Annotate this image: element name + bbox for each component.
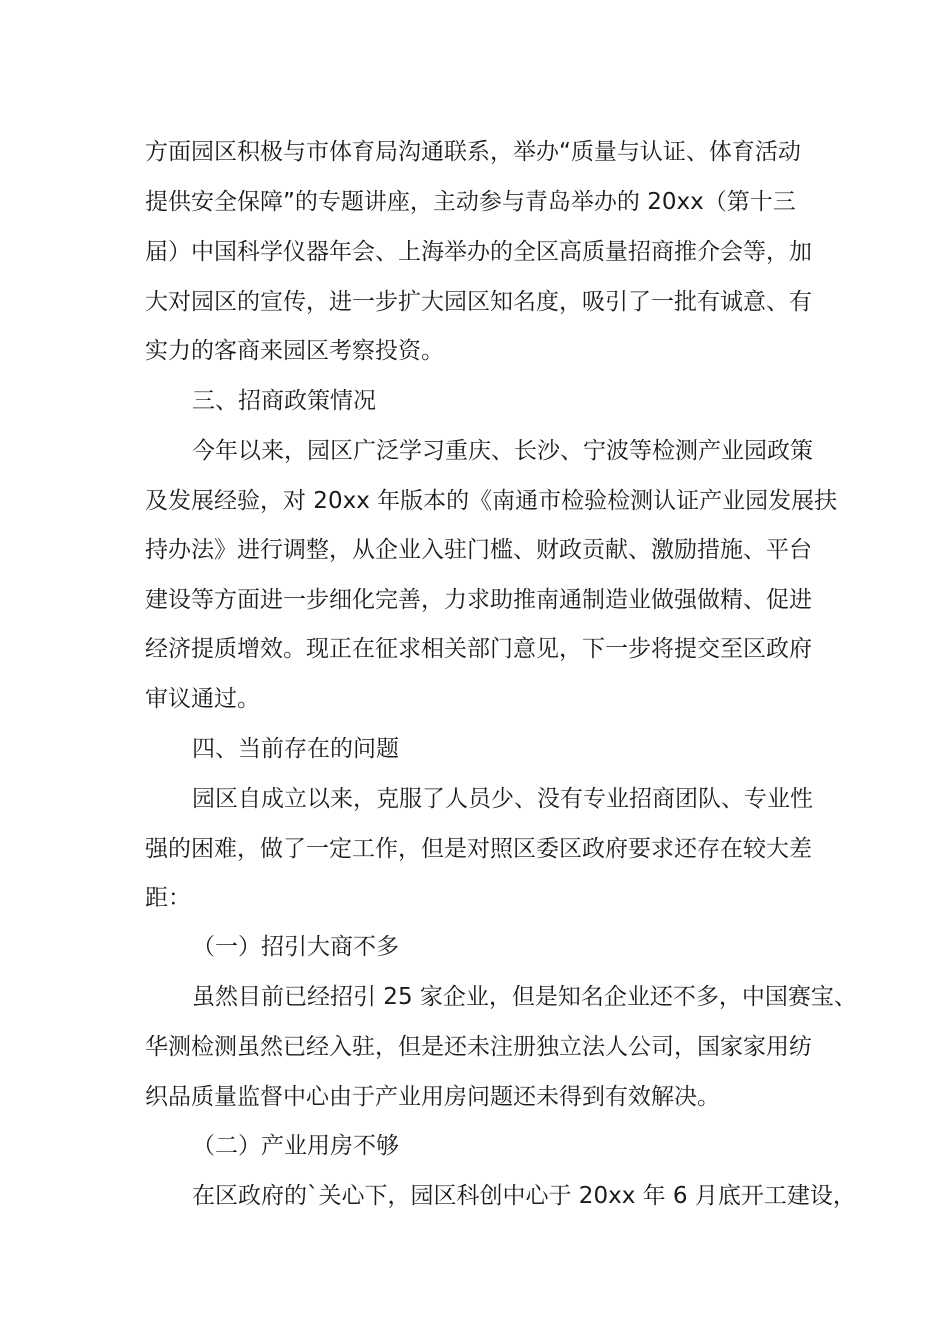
- paragraph-line: 华测检测虽然已经入驻，但是还未注册独立法人公司，国家家用纺: [145, 1034, 812, 1060]
- section-heading: 四、当前存在的问题: [192, 736, 399, 762]
- subsection-heading: （二）产业用房不够: [192, 1133, 399, 1159]
- paragraph-line: 大对园区的宣传，进一步扩大园区知名度，吸引了一批有诚意、有: [145, 289, 812, 315]
- paragraph-line: 建设等方面进一步细化完善，力求助推南通制造业做强做精、促进: [145, 587, 812, 613]
- paragraph-line: 虽然目前已经招引 25 家企业，但是知名企业还不多，中国赛宝、: [192, 984, 857, 1010]
- subsection-heading: （一）招引大商不多: [192, 934, 399, 960]
- paragraph-line: 届）中国科学仪器年会、上海举办的全区高质量招商推介会等，加: [145, 239, 812, 265]
- paragraph-line: 提供安全保障”的专题讲座，主动参与青岛举办的 20xx（第十三: [145, 189, 796, 215]
- paragraph-line: 经济提质增效。现正在征求相关部门意见，下一步将提交至区政府: [145, 636, 812, 662]
- paragraph-line: 今年以来，园区广泛学习重庆、长沙、宁波等检测产业园政策: [192, 438, 813, 464]
- paragraph-line: 在区政府的`关心下，园区科创中心于 20xx 年 6 月底开工建设，: [192, 1183, 856, 1209]
- section-heading: 三、招商政策情况: [192, 388, 376, 414]
- paragraph-line: 实力的客商来园区考察投资。: [145, 338, 444, 364]
- paragraph-line: 织品质量监督中心由于产业用房问题还未得到有效解决。: [145, 1084, 720, 1110]
- paragraph-line: 审议通过。: [145, 686, 260, 712]
- paragraph-line: 方面园区积极与市体育局沟通联系，举办“质量与认证、体育活动: [145, 139, 801, 165]
- paragraph-line: 持办法》进行调整，从企业入驻门槛、财政贡献、激励措施、平台: [145, 537, 812, 563]
- paragraph-line: 强的困难，做了一定工作，但是对照区委区政府要求还存在较大差: [145, 836, 812, 862]
- paragraph-line: 园区自成立以来，克服了人员少、没有专业招商团队、专业性: [192, 786, 813, 812]
- paragraph-line: 距：: [145, 885, 191, 911]
- paragraph-line: 及发展经验，对 20xx 年版本的《南通市检验检测认证产业园发展扶: [145, 488, 838, 514]
